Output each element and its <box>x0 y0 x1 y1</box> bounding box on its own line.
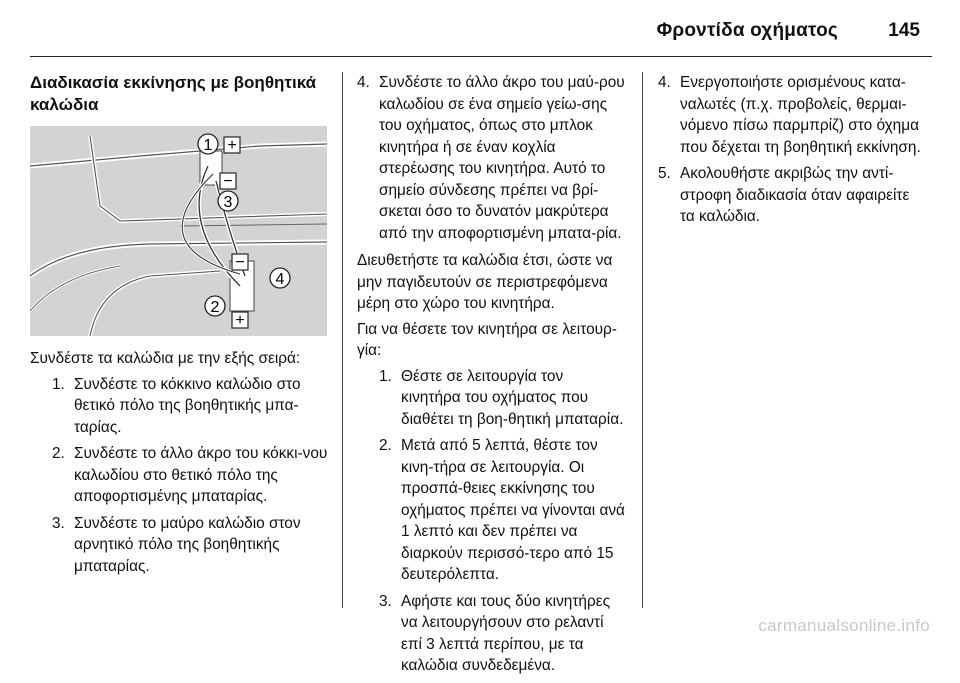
step-text: Συνδέστε το άλλο άκρο του κόκκι-νου καλωδίου στο θετικό πόλο της αποφορτισμένης μπαταρίας. <box>74 445 328 505</box>
column-3 <box>658 72 928 234</box>
jump-start-illustration <box>30 126 327 336</box>
list-item <box>30 513 328 578</box>
jump-start-drawing <box>30 126 327 336</box>
step-number: 1. <box>379 367 392 385</box>
minus-sign-lower: − <box>235 254 245 271</box>
plus-sign-upper: + <box>227 137 237 154</box>
list-item <box>357 435 627 586</box>
column-divider-1 <box>342 72 343 608</box>
list-item <box>357 591 627 677</box>
step-text: Συνδέστε το μαύρο καλώδιο στον αρνητικό πόλο της βοηθητικής μπαταρίας. <box>74 514 301 575</box>
step-number: 2. <box>379 437 392 454</box>
step-text: Θέστε σε λειτουργία τον κινητήρα του οχήματος που διαθέτει τη βοη-θητική μπαταρία. <box>401 367 624 428</box>
connection-steps-continued <box>357 72 627 244</box>
section-heading: Διαδικασία εκκίνησης με βοηθητικά καλώδια <box>30 73 317 114</box>
step-number: 4. <box>658 74 671 91</box>
list-item <box>357 366 627 431</box>
minus-sign-upper: − <box>223 173 233 190</box>
start-steps <box>357 366 627 677</box>
step-text: Ακολουθήστε ακριβώς την αντί-στροφη διαδικασία όταν αφαιρείτε τα καλώδια. <box>680 165 910 225</box>
step-text: Αφήστε και τους δύο κινητήρες να λειτουργήσουν στο ρελαντί επί 3 λεπτά περίπου, με τα καλώδια συνδεδεμένα. <box>401 592 611 674</box>
page-header <box>0 0 960 50</box>
step-text: Μετά από 5 λεπτά, θέστε τον κινη-τήρα σε λειτουργία. Οι προσπά-θειες εκκίνησης του οχήματος πρέπει να γίνονται ανά 1 λεπτό και δεν πρέπει να διαρκούν περισσό-τερο από 15 δευτερόλεπτα. <box>401 437 625 583</box>
column-1 <box>30 72 328 583</box>
plus-sign-lower: + <box>235 312 245 329</box>
cable-routing-note: Διευθετήστε τα καλώδια έτσι, ώστε να μην παγιδευτούν σε περιστρεφόμενα μέρη στο χώρο του κινητήρα. <box>357 252 613 312</box>
connection-steps <box>30 374 328 578</box>
step-text: Συνδέστε το άλλο άκρο του μαύ-ρου καλωδίου σε ένα σημείο γείω-σης του οχήματος, όπως στο μπλοκ κινητήρα ή σε έναν κοχλία στερέωσης του κινητήρα. Αυτό το σημείο σύνδεσης πρέπει να βρί-σκεται όσο το δυνατόν μακρύτερα από την αποφορτισμένη μπατα-ρία. <box>379 74 625 242</box>
finish-steps <box>658 72 928 228</box>
step-number: 2. <box>52 445 65 462</box>
step-number: 5. <box>658 165 671 182</box>
chapter-title: Φροντίδα οχήματος <box>656 20 838 41</box>
callout-4: 4 <box>275 271 285 288</box>
list-item <box>30 443 328 508</box>
step-text: Ενεργοποιήστε ορισμένους κατα-ναλωτές (π.χ. προβολείς, θερμαι-νόμενο πίσω παρμπρίζ) στο όχημα που δέχεται τη βοηθητική εκκίνηση. <box>680 74 921 156</box>
step-number: 3. <box>52 514 65 532</box>
start-intro: Για να θέσετε τον κινητήρα σε λειτουρ-γία: <box>357 320 617 359</box>
header-rule <box>30 56 932 57</box>
step-number: 1. <box>52 375 65 393</box>
callout-3: 3 <box>223 194 233 211</box>
callout-1: 1 <box>203 137 213 154</box>
callout-2: 2 <box>210 299 220 316</box>
page-number: 145 <box>888 20 920 41</box>
list-item <box>658 163 928 228</box>
connection-intro: Συνδέστε τα καλώδια με την εξής σειρά: <box>30 350 301 367</box>
site-watermark: carmanualsonline.info <box>758 616 930 635</box>
column-2 <box>357 72 627 683</box>
step-number: 3. <box>379 592 392 610</box>
step-text: Συνδέστε το κόκκινο καλώδιο στο θετικό πόλο της βοηθητικής μπα-ταρίας. <box>74 375 301 436</box>
step-number: 4. <box>357 74 370 91</box>
list-item <box>357 72 627 244</box>
list-item <box>30 374 328 439</box>
list-item <box>658 72 928 158</box>
column-divider-2 <box>642 72 643 608</box>
